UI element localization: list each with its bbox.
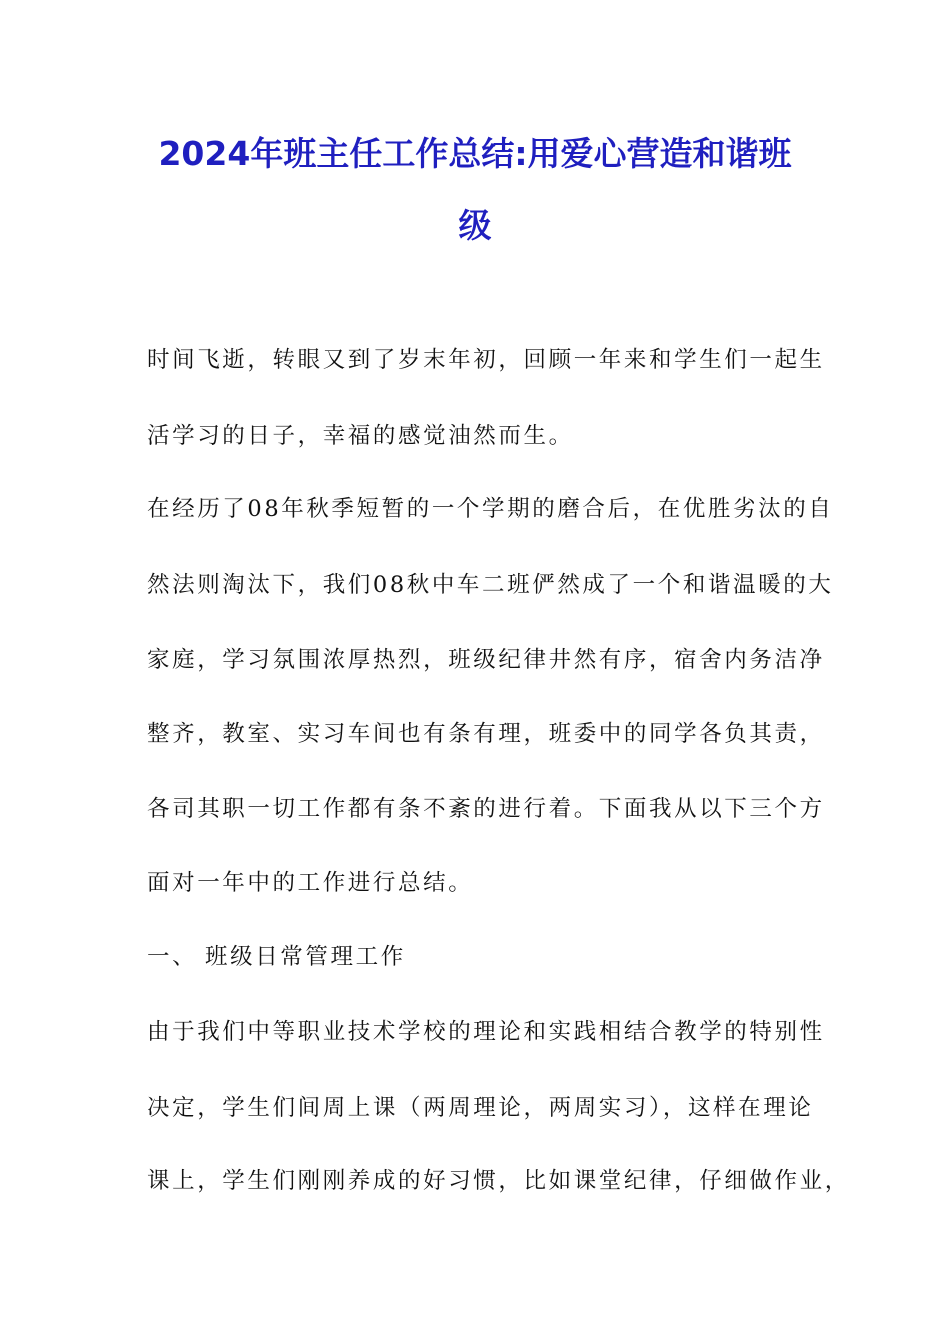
section-number: 一、 xyxy=(147,944,198,970)
paragraph-line: 在经历了08年秋季短暂的一个学期的磨合后，在优胜劣汰的自 xyxy=(147,496,834,522)
paragraph-line: 各司其职一切工作都有条不紊的进行着。下面我从以下三个方 xyxy=(147,796,825,822)
paragraph-line: 面对一年中的工作进行总结。 xyxy=(147,870,474,896)
section-heading xyxy=(147,942,827,972)
document-title-line-1: 2024年班主任工作总结:用爱心营造和谐班 xyxy=(158,134,792,173)
document-title-line-2: 级 xyxy=(458,206,492,245)
paragraph-line: 整齐，教室、实习车间也有条有理，班委中的同学各负其责， xyxy=(147,721,825,747)
paragraph-line: 时间飞逝，转眼又到了岁末年初，回顾一年来和学生们一起生 xyxy=(147,347,825,373)
paragraph-line: 然法则淘汰下，我们08秋中车二班俨然成了一个和谐温暖的大 xyxy=(147,572,834,598)
paragraph-line: 活学习的日子，幸福的感觉油然而生。 xyxy=(147,423,574,449)
section-title: 班级日常管理工作 xyxy=(205,944,406,970)
paragraph-line: 决定，学生们间周上课（两周理论，两周实习），这样在理论 xyxy=(147,1095,814,1121)
paragraph-line: 由于我们中等职业技术学校的理论和实践相结合教学的特别性 xyxy=(147,1019,825,1045)
paragraph-line: 课上，学生们刚刚养成的好习惯，比如课堂纪律，仔细做作业， xyxy=(147,1168,850,1194)
paragraph-line: 家庭，学习氛围浓厚热烈，班级纪律井然有序，宿舍内务洁净 xyxy=(147,647,825,673)
